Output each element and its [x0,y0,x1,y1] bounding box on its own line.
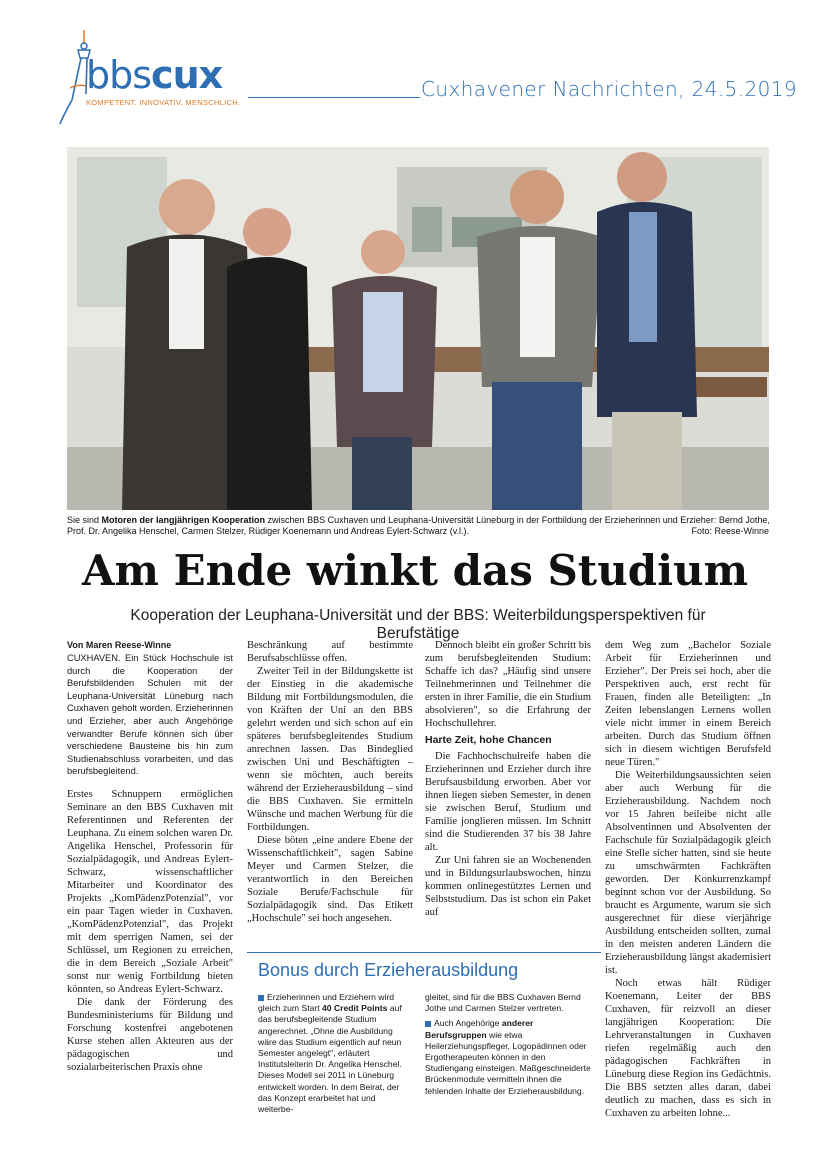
logo-wordmark [86,53,223,97]
box-title: Bonus durch Erzieherausbildung [258,960,519,980]
column-2 [247,639,413,925]
caption-lead: Sie sind [67,515,102,525]
photo-caption [67,515,771,537]
column-1 [67,639,233,1074]
header-rule [248,97,420,98]
column-3 [425,639,591,919]
col1-paragraph-1: Erstes Schnuppern ermöglichen Seminare an den BBS Cuxhaven mit Referentinnen und Referenten der Leuphana. Zu einem solchen waren Dr. Angelika Henschel, Professorin für Sozialpädagogik, und Andreas Eylert-Schwarz, wissenschaftlicher Mitarbeiter und Koordinator des Projekts „KomPädenzPotenzial", vor ein paar Tagen wieder in Cuxhaven. „KomPädenzPotenzial", das Projekt mit dem sperrigen Namen, sei der Schlüssel, um Regionen zu erreichen, die in dem Bereich „Soziale Arbeit" sonst nur wenig Fortbildung bieten könnten, so Andreas Eylert-Schwarz. [67,788,233,995]
col4-paragraph-3: Noch etwas hält Rüdiger Koenemann, Leiter der BBS Cuxhaven, für reizvoll an dieser langjährigen Kooperation: Die Lehrveranstaltungen in Cuxhaven riefen regelmäßig auch den pädagogischen Fachkräften in Lüneburg diese Region ins Gedächtnis. Die BBS setzten alles daran, dabei deutlich zu machen, dass es sich in Cuxhaven zu arbeiten lohne... [605,978,771,1119]
bullet-icon [425,1021,431,1027]
col3-paragraph-1: Dennoch bleibt ein großer Schritt bis zum berufsbegleitenden Studium: Schaffe ich das? „Häufig sind unsere Teilnehmerinnen und Teilnehmer die ersten in ihrer Familie, die ein Studium absolvieren", so die Erfahrung der Hochschullehrer. [425,640,591,729]
col3-paragraph-3: Zur Uni fahren sie an Wochenenden und in Bildungsurlaubswochen, hinzu kommen onlinegestütztes Lernen und Selbststudium. Das ist schon ein Paket auf [425,855,591,918]
col2-paragraph-2: Zweiter Teil in der Bildungskette ist der Einstieg in die akademische Bildung mit Fortbildungsmodulen, die von Kräften der Uni an den BBS gelehrt werden und sich schon auf ein späteres berufsbegleitendes Studium anrechnen lassen. Das Bindeglied zwischen Uni und Beschäftigten – wenn sie möchten, auch bereits während der Erzieherausbildung – sind die BBS Cuxhaven. Sie ermitteln Wünsche und machen Werbung für die Fortbildungen. [247,666,413,833]
col4-paragraph-1: dem Weg zum „Bachelor Soziale Arbeit für Erzieherinnen und Erzieher". Der Preis sei hoch, aber die Perspektiven auch, erst recht für Frauen, finden alle Beteiligten: „In Zeiten lebenslangen Lernens wollen viele nicht immer in einem Bereich arbeiten. Durch das Studium öffnen sich in diesem wichtigen Berufsfeld neue Türen." [605,640,771,768]
box-column-2 [425,992,591,1101]
logo-cux: cux [151,53,223,97]
subheadline: Kooperation der Leuphana-Universität und der BBS: Weiterbildungsperspektiven für Berufstätige [130,607,706,642]
box-item-1-bold: 40 Credit Points [322,1003,388,1014]
box-item-2-bold: anderer Berufsgruppen [425,1018,534,1040]
caption-text: zwischen BBS Cuxhaven und Leuphana-Universität Lüneburg in der Fortbildung der Erzieherinnen und Erzieher: Bernd Jothe, Prof. Dr. Angelika Henschel, Carmen Stelzer, Rüdiger Koenemann und Andreas Eylert-Schwarz (v.l.). [67,515,770,536]
lead-paragraph: CUXHAVEN. Ein Stück Hochschule ist durch die Kooperation der Berufsbildenden Schulen mit der Leuphana-Universität Lüneburg nach Cuxhaven geholt worden. Erzieherinnen und Erzieher, aber auch Angehörige verwandter Berufe können sich über verschiedene Bausteine bis hin zum Studienabschluss vorarbeiten, und das berufsbegleitend. [67,653,233,777]
col3-paragraph-2: Die Fachhochschulreife haben die Erzieherinnen und Erzieher durch ihre Berufsausbildung erworben. Aber vor ihnen liegen sieben Semester, in denen sie zwischen Beruf, Studium und Familie jonglieren müssen. Im Schnitt sind die Studierenden 37 bis 38 Jahre alt. [425,751,591,853]
column-4 [605,639,771,1120]
headline: Am Ende winkt das Studium [81,546,749,595]
byline: Von Maren Reese-Winne [67,640,172,650]
col2-paragraph-1: Beschränkung auf bestimmte Berufsabschlüsse offen. [247,640,413,664]
bullet-icon [258,995,264,1001]
col1-paragraph-2: Die dank der Förderung des Bundesministeriums für Bildung und Forschung kostenfrei angebotenen Kurse stehen allen Akteuren aus der pädagogischen und sozialarbeiterischen Praxis ohne [67,996,233,1073]
box-column-1 [258,992,410,1119]
group-photo [67,147,769,510]
photo-illustration [67,147,769,510]
box-item-1-continued: gleitet, sind für die BBS Cuxhaven Bernd Jothe und Carmen Stelzer vertreten. [425,992,581,1014]
box-item-1-post: auf das berufsbegleitende Studium angerechnet. „Ohne die Ausbildung wäre das Studium eigentlich auf neun Semester angelegt", erläutert Institutsleiterin Dr. Angelika Henschel. Dieses Modell sei 2011 in Lüneburg entwickelt worden. In dem Beirat, der das Konzept erarbeitet hat und weiterbe- [258,1003,402,1115]
box-item-2-pre: Auch Angehörige [434,1018,502,1029]
photo-credit: Foto: Reese-Winne [691,526,769,536]
logo-tagline: KOMPETENT. INNOVATIV. MENSCHLICH. [86,98,241,107]
source-title: Cuxhavener Nachrichten, 24.5.2019 [421,77,797,101]
col2-paragraph-3: Diese böten „eine andere Ebene der Wissenschaftlichkeit", sagen Sabine Meyer und Carmen Stelzer, die verantwortlich in den Bereichen Soziale Berufe/Fachschule für Sozialpädagogik sind. Das Etikett „Hochschule" sei hoch angesehen. [247,835,413,924]
box-item-1-pre: Erzieherinnen und Erziehern wird gleich zum Start [258,992,395,1014]
logo-bbs: bbs [86,53,152,97]
box-item-2-post: wie etwa Heilerziehungspfleger, Logopädinnen oder Ergotherapeuten können in den Studiengang einsteigen. Maßgeschneiderte Brückenmodule vermitteln ihnen die fehlenden Inhalte der Erzieherausbildung. [425,1029,591,1096]
col4-paragraph-2: Die Weiterbildungsaussichten seien aber auch Werbung für die Erzieherausbildung. Nachdem noch vor 15 Jahren beileibe nicht alle Absolventinnen und Absolventen der Fachschule für Sozialpädagogik gleich eine Stelle sicher hatten, sind sie heute zu umschwärmten Fachkräften geworden. Der Konkurrenzkampf beginnt schon vor der Ausbildung. So braucht es Argumente, warum sie sich ausgerechnet für diese vierjährige Ausbildung entscheiden sollten, zumal in den meisten anderen Ländern die Erzieherausbildung längst akademisiert ist. [605,770,771,976]
box-rule [247,952,601,953]
section-subheading: Harte Zeit, hohe Chancen [425,734,552,746]
caption-bold: Motoren der langjährigen Kooperation [101,515,266,525]
